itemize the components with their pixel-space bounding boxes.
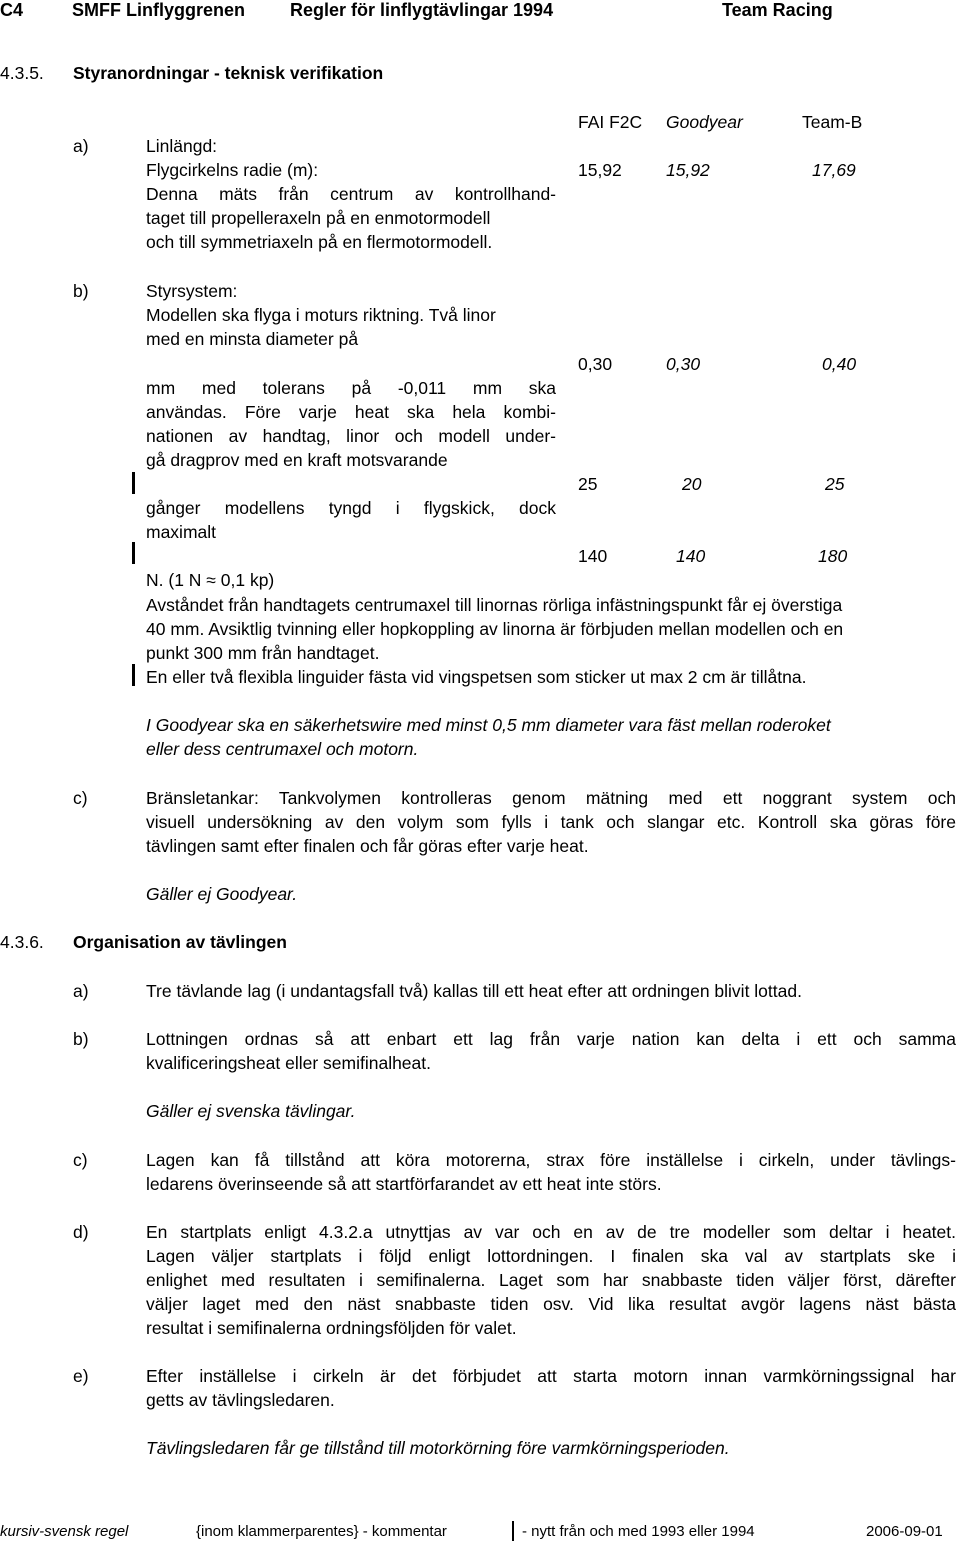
text-line: kvalificeringsheat eller semifinalheat. bbox=[146, 1053, 431, 1073]
text-line: Linlängd: bbox=[146, 136, 218, 156]
text-line: maximalt bbox=[146, 522, 217, 542]
item-label: c) bbox=[73, 1150, 88, 1170]
text-line: gånger modellens tyngd i flygskick, dock bbox=[146, 498, 556, 518]
value-cell: 140 bbox=[676, 546, 706, 566]
section-number: 4.3.5. bbox=[0, 63, 44, 83]
value-cell: 140 bbox=[578, 546, 608, 566]
column-header: FAI F2C bbox=[578, 112, 643, 132]
item-label: a) bbox=[73, 136, 89, 156]
note-line: Tävlingsledaren får ge tillstånd till motorkörning före varmkörningsperioden. bbox=[146, 1438, 730, 1458]
text-line: Lagen väljer startplats i följd enligt lottordningen. I finalen ska val av startplats ske i bbox=[146, 1246, 956, 1266]
item-label: b) bbox=[73, 281, 89, 301]
text-line: En eller två flexibla linguider fästa vid vingspetsen som sticker ut max 2 cm är tillåtna. bbox=[146, 667, 807, 687]
text-line: Bränsletankar: Tankvolymen kontrolleras genom mätning med ett noggrant system och bbox=[146, 788, 956, 808]
section-number: 4.3.6. bbox=[0, 932, 44, 952]
value-cell: 20 bbox=[682, 474, 702, 494]
text-line: resultat i semifinalerna ordningsföljden för valet. bbox=[146, 1318, 517, 1338]
value-cell: 0,40 bbox=[822, 354, 857, 374]
doc-title: Regler för linflygtävlingar 1994 bbox=[290, 0, 554, 20]
text-line: N. (1 N ≈ 0,1 kp) bbox=[146, 570, 275, 590]
text-line: väljer laget med den näst snabbaste tiden osv. Vid lika resultat avgör lagens näst bästa bbox=[146, 1294, 956, 1314]
note-line: Gäller ej svenska tävlingar. bbox=[146, 1101, 356, 1121]
revision-bar bbox=[132, 664, 135, 686]
note-line: Gäller ej Goodyear. bbox=[146, 884, 298, 904]
text-line: användas. Före varje heat ska hela kombi- bbox=[146, 402, 556, 422]
column-header: Team-B bbox=[802, 112, 863, 132]
section-heading: Styranordningar - teknisk verifikation bbox=[73, 63, 384, 83]
text-line: getts av tävlingsledaren. bbox=[146, 1390, 335, 1410]
footer-date: 2006-09-01 bbox=[866, 1523, 943, 1540]
doc-team: Team Racing bbox=[722, 0, 833, 20]
text-line: Lottningen ordnas så att enbart ett lag från varje nation kan delta i ett och samma bbox=[146, 1029, 956, 1049]
doc-org: SMFF Linflyggrenen bbox=[72, 0, 245, 20]
text-line: Efter inställelse i cirkeln är det förbjudet att starta motorn innan varmkörningssignal har bbox=[146, 1366, 956, 1386]
text-line: tävlingen samt efter finalen och får göras efter varje heat. bbox=[146, 836, 589, 856]
text-line: 40 mm. Avsiktlig tvinning eller hopkoppling av linorna är förbjuden mellan modellen och en bbox=[146, 619, 844, 639]
section-heading: Organisation av tävlingen bbox=[73, 932, 287, 952]
item-label: b) bbox=[73, 1029, 89, 1049]
value-cell: 0,30 bbox=[578, 354, 613, 374]
text-line: taget till propelleraxeln på en enmotormodell bbox=[146, 208, 491, 228]
text-line: ledarens överinseende så att startförfarandet av ett heat inte störs. bbox=[146, 1174, 662, 1194]
value-cell: 15,92 bbox=[578, 160, 622, 180]
column-header: Goodyear bbox=[666, 112, 743, 132]
text-line: Flygcirkelns radie (m): bbox=[146, 160, 319, 180]
text-line: Modellen ska flyga i moturs riktning. Två linor bbox=[146, 305, 496, 325]
text-line: och till symmetriaxeln på en flermotormodell. bbox=[146, 232, 493, 252]
item-label: c) bbox=[73, 788, 88, 808]
text-line: Avståndet från handtagets centrumaxel till linornas rörliga infästningspunkt får ej överstiga bbox=[146, 595, 843, 615]
text-line: visuell undersökning av den volym som fylls i tank och slangar etc. Kontroll ska göras före bbox=[146, 812, 956, 832]
text-line: med en minsta diameter på bbox=[146, 329, 359, 349]
value-cell: 25 bbox=[578, 474, 598, 494]
text-line: Tre tävlande lag (i undantagsfall två) kallas till ett heat efter att ordningen blivit lottad. bbox=[146, 981, 802, 1001]
item-label: d) bbox=[73, 1222, 89, 1242]
text-line: nationen av handtag, linor och modell under- bbox=[146, 426, 556, 446]
text-line: Lagen kan få tillstånd att köra motorerna, strax före inställelse i cirkeln, under tävlings- bbox=[146, 1150, 956, 1170]
doc-code: C4 bbox=[0, 0, 24, 20]
item-label: e) bbox=[73, 1366, 89, 1386]
text-line: punkt 300 mm från handtaget. bbox=[146, 643, 380, 663]
text-line: enlighet med resultaten i semifinalerna. Laget som har snabbaste tiden väljer först, därefter bbox=[146, 1270, 956, 1290]
value-cell: 15,92 bbox=[666, 160, 710, 180]
footer-legend-new: - nytt från och med 1993 eller 1994 bbox=[522, 1523, 755, 1540]
revision-bar bbox=[132, 472, 135, 494]
text-line: Denna mäts från centrum av kontrollhand- bbox=[146, 184, 556, 204]
note-line: I Goodyear ska en säkerhetswire med minst 0,5 mm diameter vara fäst mellan roderoket bbox=[146, 715, 831, 735]
note-line: eller dess centrumaxel och motorn. bbox=[146, 739, 419, 759]
text-line: mm med tolerans på -0,011 mm ska bbox=[146, 378, 556, 398]
value-cell: 180 bbox=[818, 546, 848, 566]
item-label: a) bbox=[73, 981, 89, 1001]
text-line: gå dragprov med en kraft motsvarande bbox=[146, 450, 448, 470]
text-line: Styrsystem: bbox=[146, 281, 238, 301]
footer-legend-comment: {inom klammerparentes} - kommentar bbox=[196, 1523, 447, 1540]
value-cell: 25 bbox=[825, 474, 845, 494]
value-cell: 0,30 bbox=[666, 354, 701, 374]
revision-bar bbox=[132, 542, 135, 564]
footer-revision-bar bbox=[512, 1521, 514, 1541]
footer-legend-italic: kursiv-svensk regel bbox=[0, 1523, 129, 1540]
value-cell: 17,69 bbox=[812, 160, 856, 180]
text-line: En startplats enligt 4.3.2.a utnyttjas av var och en av de tre modeller som deltar i heatet. bbox=[146, 1222, 956, 1242]
